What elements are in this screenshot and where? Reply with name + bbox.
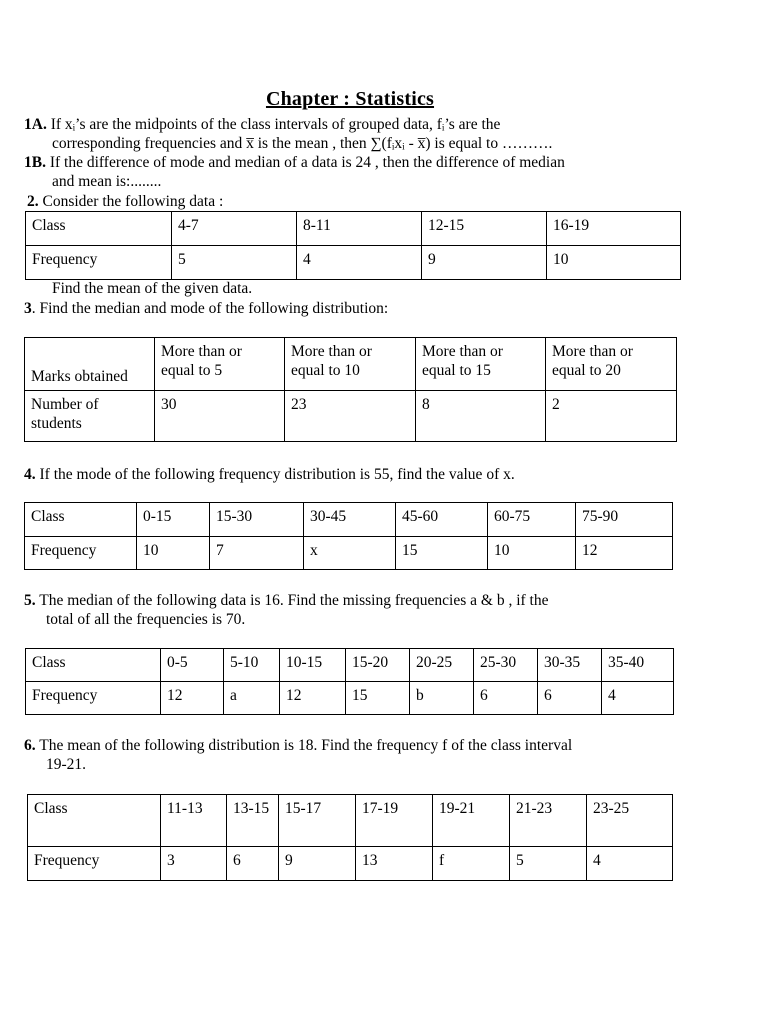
table-row <box>26 246 681 280</box>
table-cell: 6 <box>538 682 602 715</box>
question-3-text: . Find the median and mode of the following distribution: <box>31 300 389 317</box>
table-row <box>26 212 681 246</box>
question-3-table <box>24 337 677 442</box>
table-cell: 17-19 <box>356 795 433 847</box>
table-cell: Number of students <box>25 391 155 442</box>
table-cell: 12 <box>280 682 346 715</box>
table-cell: 8 <box>416 391 546 442</box>
table-cell: f <box>433 847 510 881</box>
table-cell: More than or equal to 20 <box>546 338 677 391</box>
table-cell: Class <box>26 212 172 246</box>
question-1b-number: 1B. <box>24 154 46 171</box>
table-cell: Frequency <box>28 847 161 881</box>
question-4 <box>24 465 515 484</box>
table-cell: 8-11 <box>297 212 422 246</box>
table-cell: 15-30 <box>210 503 304 537</box>
page-title: Chapter : Statistics <box>265 88 435 110</box>
table-cell: 4 <box>297 246 422 280</box>
table-row <box>25 391 677 442</box>
table-cell: Frequency <box>25 537 137 570</box>
question-1a-text-line1: If xᵢ’s are the midpoints of the class intervals of grouped data, fᵢ’s are the <box>50 116 501 133</box>
table-cell: 12 <box>576 537 673 570</box>
table-cell: 7 <box>210 537 304 570</box>
table-cell: a <box>224 682 280 715</box>
table-row <box>25 503 673 537</box>
table-cell: 5 <box>510 847 587 881</box>
question-5-table <box>25 648 674 715</box>
table-cell: b <box>410 682 474 715</box>
question-1b-line1 <box>24 153 565 172</box>
table-row <box>26 649 674 682</box>
question-1a-line1 <box>24 115 500 134</box>
table-cell: 6 <box>227 847 279 881</box>
table-cell: 4 <box>587 847 673 881</box>
question-1a-text-line2: corresponding frequencies and x̅ is the mean , then ∑(fᵢxᵢ - x̅) is equal to ………. <box>52 135 553 152</box>
table-cell: 12-15 <box>422 212 547 246</box>
table-cell: Class <box>25 503 137 537</box>
table-cell: 15 <box>396 537 488 570</box>
question-5-number: 5. <box>24 592 36 609</box>
table-cell: 5 <box>172 246 297 280</box>
table-cell: 13-15 <box>227 795 279 847</box>
table-cell: Frequency <box>26 682 161 715</box>
table-cell: 9 <box>279 847 356 881</box>
question-5-text-line1: The median of the following data is 16. Find the missing frequencies a & b , if the <box>39 592 549 609</box>
question-6-text-line1: The mean of the following distribution is 18. Find the frequency f of the class interval <box>39 737 573 754</box>
table-cell: 11-13 <box>161 795 227 847</box>
table-cell: 5-10 <box>224 649 280 682</box>
table-cell: 4 <box>602 682 674 715</box>
question-4-number: 4. <box>24 466 36 483</box>
question-1a-number: 1A. <box>24 116 47 133</box>
table-cell: 60-75 <box>488 503 576 537</box>
table-row <box>25 537 673 570</box>
table-cell: 20-25 <box>410 649 474 682</box>
question-1b-text-line2: and mean is:........ <box>52 173 162 190</box>
question-6-text-line2: 19-21. <box>46 756 87 773</box>
question-2-table <box>25 211 681 280</box>
table-cell: 10-15 <box>280 649 346 682</box>
table-cell: 2 <box>546 391 677 442</box>
table-cell: 19-21 <box>433 795 510 847</box>
question-2-followup: Find the mean of the given data. <box>52 280 253 297</box>
table-cell: More than or equal to 5 <box>155 338 285 391</box>
table-cell: 3 <box>161 847 227 881</box>
table-cell: 35-40 <box>602 649 674 682</box>
question-6-table <box>27 794 673 881</box>
table-row <box>26 682 674 715</box>
table-cell: More than or equal to 10 <box>285 338 416 391</box>
table-cell: 45-60 <box>396 503 488 537</box>
question-2 <box>27 192 223 211</box>
table-cell: Class <box>26 649 161 682</box>
table-cell: 9 <box>422 246 547 280</box>
question-2-text: Consider the following data : <box>42 193 224 210</box>
table-cell: 75-90 <box>576 503 673 537</box>
table-cell: 30-45 <box>304 503 396 537</box>
question-4-text: If the mode of the following frequency distribution is 55, find the value of x. <box>39 466 515 483</box>
table-cell: Frequency <box>26 246 172 280</box>
table-cell: 0-15 <box>137 503 210 537</box>
question-3 <box>24 299 388 318</box>
table-cell: x <box>304 537 396 570</box>
table-row <box>28 847 673 881</box>
table-cell: 21-23 <box>510 795 587 847</box>
question-6-number: 6. <box>24 737 36 754</box>
table-cell: 12 <box>161 682 224 715</box>
table-cell: 16-19 <box>547 212 681 246</box>
table-cell: 0-5 <box>161 649 224 682</box>
table-cell: 25-30 <box>474 649 538 682</box>
table-row <box>25 338 677 391</box>
question-5-line1 <box>24 591 548 610</box>
table-cell: 13 <box>356 847 433 881</box>
table-cell: More than or equal to 15 <box>416 338 546 391</box>
question-1b-text-line1: If the difference of mode and median of a data is 24 , then the difference of median <box>49 154 565 171</box>
table-cell: 30-35 <box>538 649 602 682</box>
question-5-text-line2: total of all the frequencies is 70. <box>46 611 246 628</box>
table-cell: 15 <box>346 682 410 715</box>
table-cell: 23 <box>285 391 416 442</box>
table-cell: Class <box>28 795 161 847</box>
table-cell: 15-20 <box>346 649 410 682</box>
table-cell: 10 <box>488 537 576 570</box>
table-cell: 23-25 <box>587 795 673 847</box>
table-cell: 6 <box>474 682 538 715</box>
table-cell: Marks obtained <box>25 338 155 391</box>
table-cell: 15-17 <box>279 795 356 847</box>
question-2-number: 2. <box>27 193 39 210</box>
table-cell: 4-7 <box>172 212 297 246</box>
table-cell: 30 <box>155 391 285 442</box>
table-row <box>28 795 673 847</box>
table-cell: 10 <box>547 246 681 280</box>
question-3-number: 3 <box>24 300 32 317</box>
question-6-line1 <box>24 736 572 755</box>
question-4-table <box>24 502 673 570</box>
table-cell: 10 <box>137 537 210 570</box>
